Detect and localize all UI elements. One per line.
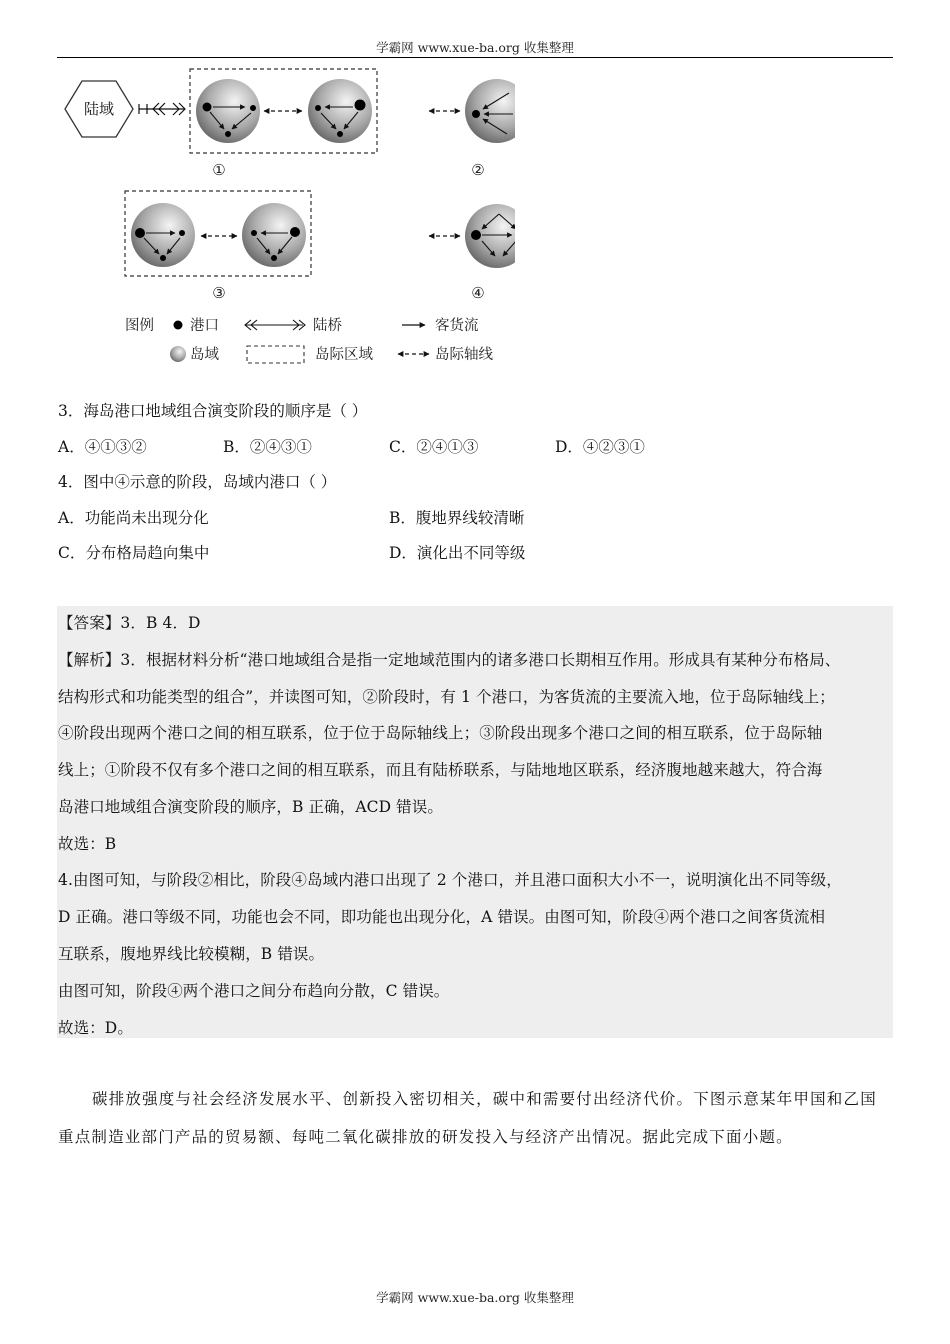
legend-port-label: 港口 xyxy=(190,318,219,334)
explanation-line: 线上；①阶段不仅有多个港口之间的相互联系，而且有陆桥联系，与陆地地区联系，经济腹地越来越大，符合海 xyxy=(58,761,823,779)
header-divider xyxy=(57,57,893,58)
port-dot xyxy=(472,110,480,118)
legend-title: 图例 xyxy=(125,318,154,334)
port-dot xyxy=(179,230,185,236)
question-4-stem: 4．图中④示意的阶段，岛域内港口（ ） xyxy=(58,473,337,491)
answer-line: 【答案】3．B 4．D xyxy=(58,614,201,632)
explanation-line: 互联系，腹地界线比较模糊，B 错误。 xyxy=(58,945,325,963)
stage2-label: ② xyxy=(471,161,485,179)
port-dot xyxy=(225,131,231,137)
land-bridge xyxy=(139,103,185,115)
question-4-option-d[interactable]: D．演化出不同等级 xyxy=(389,544,526,562)
legend-region-icon xyxy=(247,346,304,363)
legend-island-label: 岛域 xyxy=(190,347,219,363)
question-4-option-a[interactable]: A．功能尚未出现分化 xyxy=(58,509,209,527)
stage3-label: ③ xyxy=(212,284,226,302)
passage-line: 重点制造业部门产品的贸易额、每吨二氧化碳排放的研发投入与经济产出情况。据此完成下面小题。 xyxy=(58,1128,793,1146)
port-dot xyxy=(135,228,145,238)
answer-explanation-box xyxy=(57,606,893,1038)
question-3-option-b[interactable]: B．②④③① xyxy=(223,438,312,456)
port-dot xyxy=(251,230,257,236)
legend-island-icon xyxy=(170,346,186,362)
legend-land-bridge-icon xyxy=(245,320,305,330)
legend xyxy=(125,316,493,363)
port-dot xyxy=(337,131,343,137)
stage4-label: ④ xyxy=(471,284,485,302)
legend-flow-label: 客货流 xyxy=(435,318,479,334)
question-3-option-c[interactable]: C．②④①③ xyxy=(389,438,479,456)
stage3-island-a xyxy=(131,203,195,267)
port-dot xyxy=(471,230,481,240)
stage1-island-a xyxy=(196,79,260,143)
stage2-island xyxy=(465,79,515,143)
question-4-option-b[interactable]: B．腹地界线较清晰 xyxy=(389,509,525,527)
stage3-island-b xyxy=(242,203,306,267)
question-3-option-a[interactable]: A．④①③② xyxy=(58,438,147,456)
stage1-island-b xyxy=(308,79,372,143)
mainland-label: 陆域 xyxy=(83,100,115,118)
port-dot xyxy=(355,100,366,111)
stage4-island xyxy=(465,204,515,268)
explanation-line: ④阶段出现两个港口之间的相互联系，位于位于岛际轴线上；③阶段出现多个港口之间的相互联系，位于岛际轴 xyxy=(58,724,823,742)
port-dot xyxy=(203,103,212,112)
port-evolution-diagram xyxy=(55,64,515,370)
explanation-line: 4.由图可知，与阶段②相比，阶段④岛域内港口出现了 2 个港口，并且港口面积大小不一，说明演化出不同等级， xyxy=(58,871,842,889)
page-header: 学霸网 www.xue-ba.org 收集整理 xyxy=(376,40,574,55)
legend-region-label: 岛际区域 xyxy=(315,347,373,363)
explanation-line: 故选：B xyxy=(58,835,117,853)
port-dot xyxy=(290,227,300,237)
mainland-hexagon xyxy=(65,81,133,137)
explanation-line: 【解析】3．根据材料分析“港口地域组合是指一定地域范围内的诸多港口长期相互作用。形成具有某种分布格局、 xyxy=(58,651,841,669)
legend-port-icon xyxy=(174,321,183,330)
explanation-line: 由图可知，阶段④两个港口之间分布趋向分散，C 错误。 xyxy=(58,982,450,1000)
page-footer: 学霸网 www.xue-ba.org 收集整理 xyxy=(376,1290,574,1305)
port-dot xyxy=(315,105,321,111)
stage1-label: ① xyxy=(212,161,226,179)
explanation-line: 故选：D。 xyxy=(58,1019,133,1037)
legend-land-bridge-label: 陆桥 xyxy=(313,318,342,334)
port-dot xyxy=(160,255,166,261)
question-3-option-d[interactable]: D．④②③① xyxy=(555,438,645,456)
explanation-line: 岛港口地域组合演变阶段的顺序，B 正确，ACD 错误。 xyxy=(58,798,443,816)
port-dot xyxy=(250,105,256,111)
port-dot xyxy=(271,255,277,261)
explanation-line: 结构形式和功能类型的组合”，并读图可知，②阶段时，有 1 个港口，为客货流的主要流入地，位于岛际轴线上； xyxy=(58,688,835,706)
question-4-option-c[interactable]: C．分布格局趋向集中 xyxy=(58,544,210,562)
question-3-stem: 3．海岛港口地域组合演变阶段的顺序是（ ） xyxy=(58,402,368,420)
passage-line: 碳排放强度与社会经济发展水平、创新投入密切相关，碳中和需要付出经济代价。下图示意某年甲国和乙国 xyxy=(92,1090,877,1108)
explanation-line: D 正确。港口等级不同，功能也会不同，即功能也出现分化，A 错误。由图可知，阶段④两个港口之间客货流相 xyxy=(58,908,826,926)
legend-axis-label: 岛际轴线 xyxy=(435,347,493,363)
